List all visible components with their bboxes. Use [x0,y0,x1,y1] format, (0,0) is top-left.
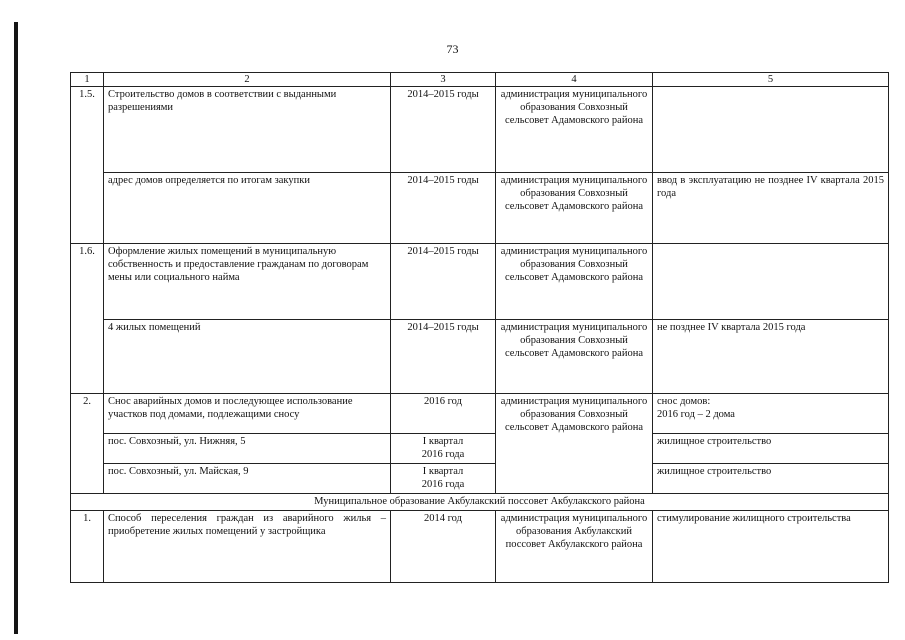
period-cell [391,434,496,464]
row-number: 1.5. [71,87,104,244]
executor-cell: администрация муниципального образования Совхозный сельсовет Адамовского района [496,173,653,244]
result-cell: ввод в эксплуатацию не позднее IV квартала 2015 года [653,173,889,244]
row-number: 2. [71,394,104,494]
executor-cell: администрация муниципального образования Совхозный сельсовет Адамовского района [496,87,653,173]
period-cell: 2014–2015 годы [391,320,496,394]
table-row [71,434,889,464]
measure-description: 4 жилых помещений [104,320,391,394]
header-cell: 4 [496,73,653,87]
table-row [71,87,889,173]
period-line: I квартал [422,466,464,477]
period-cell [391,464,496,494]
table-header-row [71,73,889,87]
period-line: 2016 года [421,479,465,490]
result-line: 2016 год – 2 дома [657,409,735,420]
period-cell: 2014–2015 годы [391,173,496,244]
result-line: снос домов: [657,396,711,407]
measure-description: пос. Совхозный, ул. Нижняя, 5 [104,434,391,464]
table-row [71,511,889,583]
program-table [70,72,889,583]
binding-edge [14,22,18,634]
measure-description: Снос аварийных домов и последующее использование участков под домами, подлежащими сносу [104,394,391,434]
result-cell [653,244,889,320]
table-row [71,320,889,394]
table-row [71,173,889,244]
result-cell: жилищное строительство [653,464,889,494]
header-cell: 5 [653,73,889,87]
period-cell: 2016 год [391,394,496,434]
header-cell: 3 [391,73,496,87]
result-cell [653,394,889,434]
table-row [71,464,889,494]
executor-cell: администрация муниципального образования Совхозный сельсовет Адамовского района [496,320,653,394]
page-number: 73 [446,42,459,56]
header-cell: 2 [104,73,391,87]
row-number: 1. [71,511,104,583]
header-cell: 1 [71,73,104,87]
period-cell: 2014–2015 годы [391,244,496,320]
period-line: 2016 года [421,449,465,460]
result-cell: жилищное строительство [653,434,889,464]
result-cell [653,87,889,173]
period-cell: 2014 год [391,511,496,583]
measure-description: Оформление жилых помещений в муниципальную собственность и предоставление гражданам по договорам мены или социального найма [104,244,391,320]
period-cell: 2014–2015 годы [391,87,496,173]
executor-cell: администрация муниципального образования Акбулакский поссовет Акбулакского района [496,511,653,583]
result-cell: стимулирование жилищного строительства [653,511,889,583]
period-line: I квартал [422,436,464,447]
measure-description: пос. Совхозный, ул. Майская, 9 [104,464,391,494]
section-title: Муниципальное образование Акбулакский поссовет Акбулакского района [71,494,889,511]
result-cell: не позднее IV квартала 2015 года [653,320,889,394]
section-header-row [71,494,889,511]
measure-description: Строительство домов в соответствии с выданными разрешениями [104,87,391,173]
measure-description: Способ переселения граждан из аварийного жилья – приобретение жилых помещений у застройщика [104,511,391,583]
table-row [71,244,889,320]
row-number: 1.6. [71,244,104,394]
measure-description: адрес домов определяется по итогам закупки [104,173,391,244]
table-row [71,394,889,434]
executor-cell: администрация муниципального образования Совхозный сельсовет Адамовского района [496,244,653,320]
executor-cell: администрация муниципального образования Совхозный сельсовет Адамовского района [496,394,653,494]
